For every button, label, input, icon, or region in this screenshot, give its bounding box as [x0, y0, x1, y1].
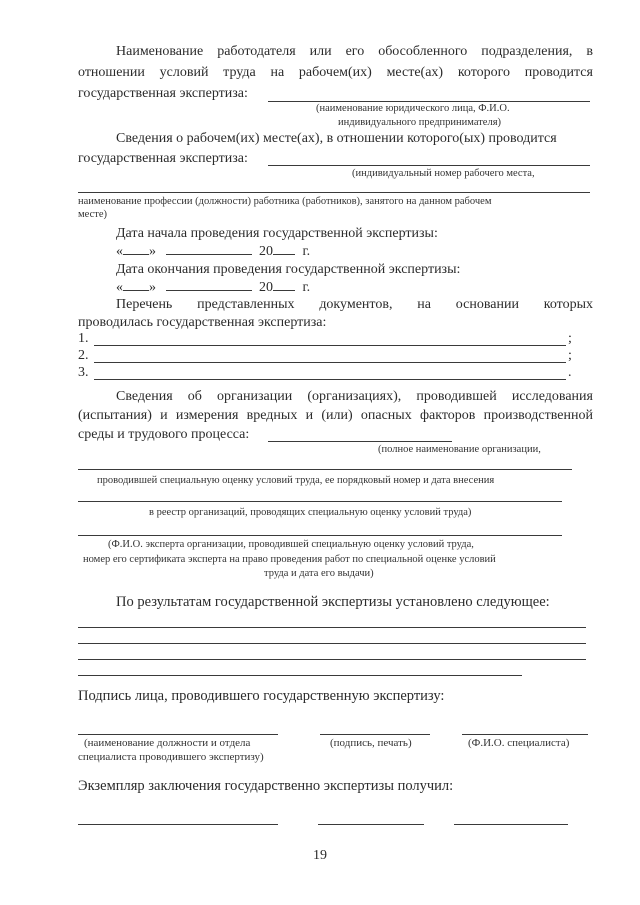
- word: проводившей: [416, 389, 497, 404]
- word: Сведения: [116, 389, 173, 404]
- organization-fill-line-4[interactable]: [78, 535, 562, 536]
- page-number: 19: [313, 848, 327, 863]
- workplace-fill-line[interactable]: [268, 165, 590, 166]
- employer-line-1: [116, 44, 593, 60]
- word: опасных: [360, 408, 412, 423]
- documents-item-1-num: 1.: [78, 331, 89, 346]
- word: на: [417, 297, 431, 312]
- quote-open: «: [116, 280, 123, 295]
- employer-caption-2: индивидуального предпринимателя): [338, 117, 502, 128]
- organization-caption-1: (полное наименование организации,: [378, 444, 541, 455]
- employer-line-3: государственная экспертиза:: [78, 86, 248, 101]
- word: труда: [223, 65, 256, 80]
- word: (или): [321, 408, 353, 423]
- quote-close: »: [149, 280, 156, 295]
- start-date-fields: [116, 244, 310, 260]
- word: и: [160, 408, 168, 423]
- year-prefix: 20: [259, 280, 273, 295]
- word: отношении: [78, 65, 145, 80]
- word: документов,: [319, 297, 393, 312]
- received-line-2[interactable]: [318, 824, 424, 825]
- organization-line-3: среды и трудового процесса:: [78, 427, 250, 442]
- organization-fill-line-3[interactable]: [78, 501, 562, 502]
- received-line-3[interactable]: [454, 824, 568, 825]
- end-date-label: Дата окончания проведения государственной экспертизы:: [116, 262, 461, 277]
- word: которого: [457, 65, 511, 80]
- signature-caption-name: (Ф.И.О. специалиста): [468, 737, 570, 749]
- word: рабочем(их): [298, 65, 372, 80]
- received-label: Экземпляр заключения государственно экспертизы получил:: [78, 778, 454, 794]
- day-field[interactable]: [123, 290, 149, 291]
- word: его: [345, 44, 365, 59]
- documents-item-1-end: ;: [568, 331, 572, 346]
- results-line-1[interactable]: [78, 627, 586, 628]
- word: и: [305, 408, 314, 423]
- year-field[interactable]: [273, 254, 295, 255]
- organization-line-2: [78, 408, 593, 424]
- signature-caption-position-1: (наименование должности и отдела: [84, 737, 251, 749]
- documents-item-3-line[interactable]: [94, 379, 566, 380]
- start-date-label: Дата начала проведения государственной экспертизы:: [116, 226, 438, 241]
- word: Перечень: [116, 297, 173, 312]
- results-line-2[interactable]: [78, 643, 586, 644]
- workplace-caption-2: наименование профессии (должности) работника (работников), занятого на данном рабочем: [78, 196, 492, 207]
- documents-item-2-num: 2.: [78, 348, 89, 363]
- word: основании: [455, 297, 519, 312]
- word: измерения: [175, 408, 239, 423]
- year-suffix: г.: [302, 244, 311, 259]
- organization-caption-3: в реестр организаций, проводящих специальную оценку условий труда): [149, 507, 472, 518]
- day-field[interactable]: [123, 254, 149, 255]
- word: представленных: [197, 297, 295, 312]
- signature-label: Подпись лица, проводившего государственную экспертизу:: [78, 688, 445, 704]
- year-prefix: 20: [259, 244, 273, 259]
- results-line-4[interactable]: [78, 675, 522, 676]
- results-label: По результатам государственной экспертизы установлено следующее:: [116, 594, 550, 610]
- organization-caption-2: проводившей специальную оценку условий труда, ее порядковый номер и дата внесения: [97, 475, 495, 486]
- word: которых: [543, 297, 593, 312]
- month-field[interactable]: [166, 254, 252, 255]
- documents-item-2-end: ;: [568, 348, 572, 363]
- employer-caption-1: (наименование юридического лица, Ф.И.О.: [316, 103, 510, 114]
- quote-close: »: [149, 244, 156, 259]
- workplace-line-1: Сведения о рабочем(их) месте(ах), в отношении которого(ых) проводится: [116, 131, 557, 146]
- end-date-fields: [116, 280, 310, 296]
- documents-line-2: проводилась государственная экспертиза:: [78, 315, 327, 330]
- word: проводится: [524, 65, 593, 80]
- word: или: [309, 44, 332, 59]
- word: об: [187, 389, 202, 404]
- documents-item-3-num: 3.: [78, 365, 89, 380]
- signature-caption-position-2: специалиста проводившего экспертизу): [78, 751, 264, 763]
- workplace-caption-1: (индивидуальный номер рабочего места,: [352, 168, 535, 179]
- organization-fill-line-1[interactable]: [268, 441, 452, 442]
- year-suffix: г.: [302, 280, 311, 295]
- signature-caption-sign: (подпись, печать): [330, 737, 412, 749]
- organization-fill-line-2[interactable]: [78, 469, 572, 470]
- word: работодателя: [217, 44, 296, 59]
- workplace-caption-3: месте): [78, 209, 107, 220]
- year-field[interactable]: [273, 290, 295, 291]
- workplace-fill-line-2[interactable]: [78, 192, 590, 193]
- word: на: [270, 65, 285, 80]
- word: в: [586, 44, 593, 59]
- word: подразделения,: [481, 44, 573, 59]
- documents-item-2-line[interactable]: [94, 362, 566, 363]
- word: исследования: [511, 389, 593, 404]
- documents-line-1: [116, 297, 593, 313]
- employer-fill-line[interactable]: [268, 101, 590, 102]
- quote-open: «: [116, 244, 123, 259]
- word: месте(ах): [386, 65, 444, 80]
- organization-caption-6: труда и дата его выдачи): [264, 568, 374, 579]
- word: факторов: [419, 408, 476, 423]
- signature-position-line[interactable]: [78, 734, 278, 735]
- month-field[interactable]: [166, 290, 252, 291]
- organization-caption-4: (Ф.И.О. эксперта организации, проводившей специальную оценку условий труда,: [108, 539, 474, 550]
- word: Наименование: [116, 44, 204, 59]
- signature-sign-line[interactable]: [320, 734, 430, 735]
- word: производственной: [483, 408, 593, 423]
- workplace-line-2: государственная экспертиза:: [78, 151, 248, 166]
- received-line-1[interactable]: [78, 824, 278, 825]
- word: (организациях),: [307, 389, 402, 404]
- word: (испытания): [78, 408, 152, 423]
- documents-item-3-end: .: [568, 365, 572, 380]
- word: вредных: [246, 408, 298, 423]
- organization-caption-5: номер его сертификата эксперта на право проведения работ по специальной оценке условий: [83, 554, 496, 565]
- results-line-3[interactable]: [78, 659, 586, 660]
- word: обособленного: [378, 44, 468, 59]
- word: условий: [159, 65, 209, 80]
- employer-line-2: [78, 65, 593, 81]
- organization-line-1: [116, 389, 593, 405]
- signature-name-line[interactable]: [462, 734, 588, 735]
- word: организации: [217, 389, 293, 404]
- documents-item-1-line[interactable]: [94, 345, 566, 346]
